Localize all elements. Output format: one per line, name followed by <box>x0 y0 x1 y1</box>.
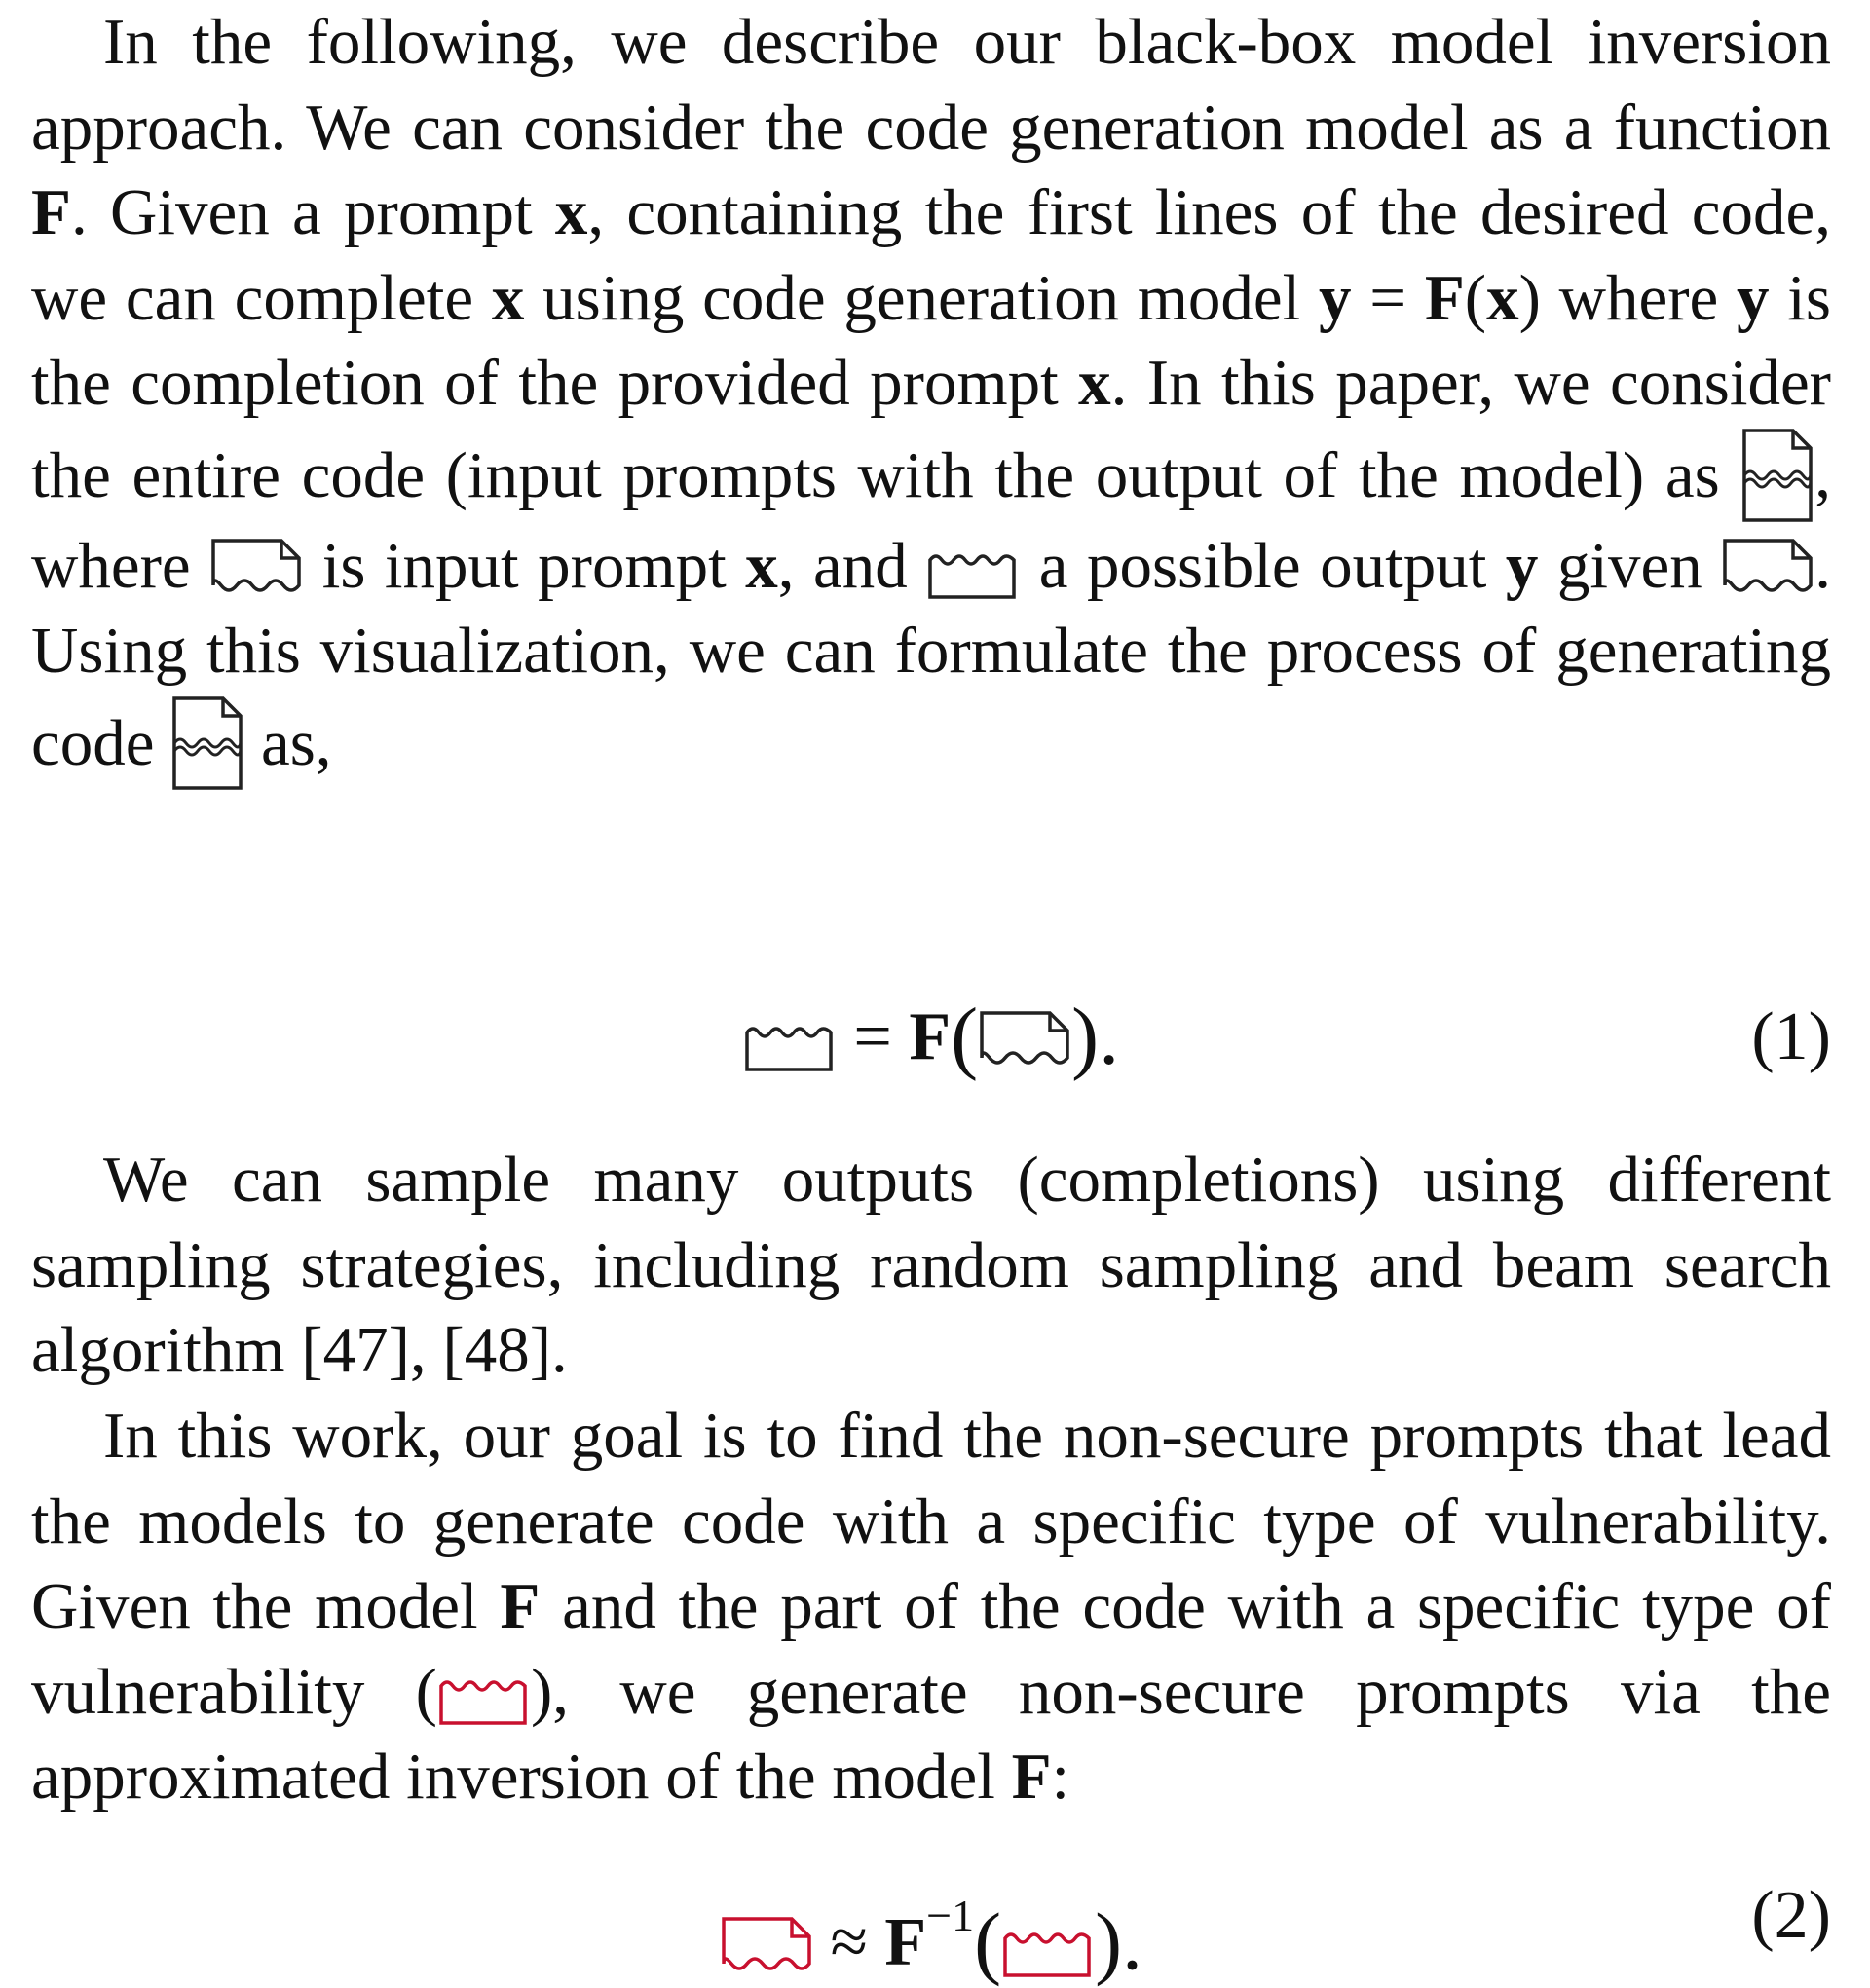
math-F: F <box>884 1904 927 1980</box>
math-y: y <box>1505 529 1539 602</box>
input-prompt-icon <box>209 537 303 601</box>
math-y: y <box>1319 261 1352 334</box>
math-paren: ( <box>951 992 979 1083</box>
math-paren: ( <box>974 1896 1002 1988</box>
text-run: given <box>1538 529 1722 602</box>
vulnerable-prompt-icon <box>720 1915 813 1979</box>
text-run: . Given a prompt <box>70 176 555 248</box>
paragraph-model-inversion-intro <box>31 0 1831 792</box>
equation-1 <box>31 994 1831 1081</box>
text-run: We can sample many outputs (completions) using different sampling strategies, including random sampling and beam search algorithm [47], [48]. <box>31 1144 1831 1386</box>
math-equals: = <box>1351 261 1425 334</box>
math-approx: ≈ <box>812 1904 885 1980</box>
math-superscript: −1 <box>926 1891 975 1940</box>
paragraph-goal <box>31 1394 1831 1820</box>
text-run: is input prompt <box>303 529 746 602</box>
text-run: : <box>1051 1741 1070 1813</box>
output-icon <box>926 546 1020 601</box>
text-run: . Using this visualization, we can formulate the process of generating code <box>31 529 1831 779</box>
vulnerable-output-icon <box>437 1672 531 1727</box>
math-equals: = <box>836 999 910 1074</box>
entire-code-document-icon <box>170 694 244 792</box>
text-run: . In this paper, we consider the entire code (input prompts with the output of the model) as <box>31 347 1831 511</box>
math-F: F <box>31 176 71 248</box>
text-run: and the part of the code with a specific type of vulnerability ( <box>31 1570 1831 1728</box>
math-paren: ( <box>1464 261 1487 334</box>
vulnerable-output-icon <box>1001 1925 1095 1979</box>
equation-number: (1) <box>1751 999 1831 1074</box>
math-paren: ). <box>1095 1896 1143 1988</box>
text-run: using code generation model <box>524 261 1320 334</box>
text-run: ) where <box>1518 261 1738 334</box>
math-x: x <box>1078 347 1111 419</box>
text-run: In this work, our goal is to find the non-secure prompts that lead the models to generate code with a specific type of vulnerability. Given the model <box>31 1400 1831 1642</box>
text-run: is the completion of the provided prompt <box>31 261 1831 419</box>
math-x: x <box>554 176 588 248</box>
math-F: F <box>1424 261 1465 334</box>
equation-1-body <box>31 994 1831 1081</box>
equation-2 <box>31 1872 1831 1988</box>
math-y: y <box>1737 261 1770 334</box>
text-run: , containing the first lines of the desired code, we can complete <box>31 176 1831 334</box>
input-prompt-icon <box>1721 537 1814 601</box>
text-run: , where <box>31 438 1831 602</box>
entire-code-document-icon <box>1740 427 1814 524</box>
text-run: ), we generate non-secure prompts via the approximated inversion of the model <box>31 1655 1831 1813</box>
text-run: a possible output <box>1020 529 1506 602</box>
output-icon <box>743 1019 837 1073</box>
math-x: x <box>1486 261 1519 334</box>
equation-2-body <box>31 1872 1831 1987</box>
equation-number: (2) <box>1751 1878 1831 1953</box>
paragraph-sampling <box>31 1138 1831 1394</box>
input-prompt-icon <box>978 1009 1071 1073</box>
math-F: F <box>500 1570 541 1642</box>
math-paren: ). <box>1071 992 1120 1083</box>
math-x: x <box>491 261 525 334</box>
math-F: F <box>909 999 952 1074</box>
text-run: , and <box>777 529 927 602</box>
text-run: as, <box>244 706 332 779</box>
text-run: In the following, we describe our black-box model inversion approach. We can consider the code generation model as a function <box>31 6 1831 164</box>
math-x: x <box>745 529 778 602</box>
math-F: F <box>1011 1741 1052 1813</box>
